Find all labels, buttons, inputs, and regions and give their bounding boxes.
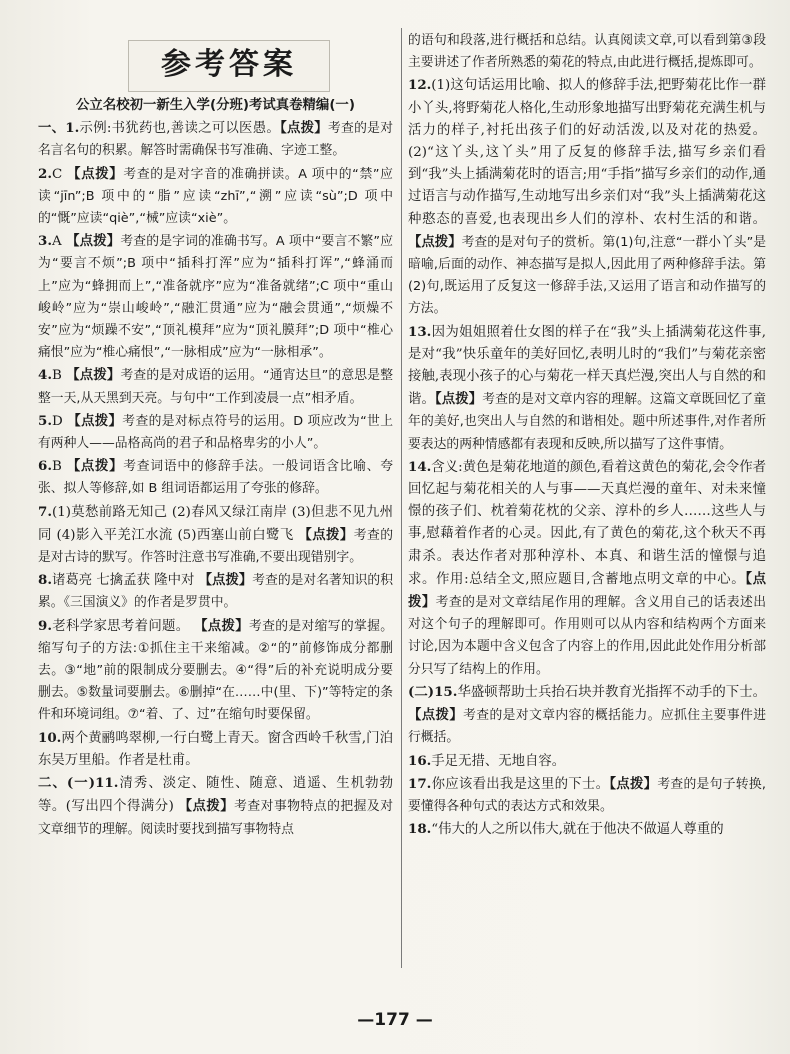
answer-ans: B <box>51 459 67 475</box>
answer-num: 18. <box>408 821 432 838</box>
answer-ans: 两个黄鹂鸣翠柳,一行白鹭上青天。窗含西岭千秋雪,门泊东吴万里船。作者是杜甫。 <box>38 730 393 768</box>
answer-note: 考查的是对文章内容的概括能力。应抓住主要事件进行概括。 <box>408 708 767 746</box>
answer-num: 8. <box>38 572 52 589</box>
answer-tag: 【点拨】 <box>198 572 253 589</box>
answer-note: 考查的是句子转换,要懂得各种句式的表达方式和效果。 <box>408 776 767 814</box>
answer-ans: (1)这句话运用比喻、拟人的修辞手法,把野菊花比作一群小丫头,将野菊花人格化,生动形象地描写出野菊花充满生机与活力的样子,衬托出孩子们的好动活泼,以及对花的热爱。(2)“这丫头,这丫头”用了反复的修辞手法,描写乡亲们看到“我”头上插满菊花时的语言;用“手指”描写乡亲们的动作,通过语言与动作描写,生动地写出乡亲们对“我”头上插满菊花这种憨态的喜爱,也表现出乡人们的淳朴、农村生活的和谐。 <box>408 78 766 227</box>
page-title: 参考答案 <box>128 40 330 92</box>
answer-note: 考查的是对成语的运用。“通宵达旦”的意思是整整一天,从天黑到天亮。与句中“工作到凌晨一点”相矛盾。 <box>38 368 393 406</box>
column-divider <box>401 28 402 968</box>
answer-note: 考查对事物特点的把握及对文章细节的理解。阅读时要找到描写事物特点 <box>38 799 394 837</box>
answer-tag: 【点拨】 <box>194 617 249 634</box>
answer-note: 考查的是对名著知识的积累。《三国演义》的作者是罗贯中。 <box>38 573 393 611</box>
answer-ans: B <box>51 368 67 384</box>
answer-ans: 华盛顿帮助士兵抬石块并教育光指挥不动手的下士。 <box>457 684 767 700</box>
answer-item <box>408 818 766 841</box>
answer-item <box>38 230 393 364</box>
answer-num: 6. <box>38 458 52 475</box>
answer-item <box>408 750 766 773</box>
answer-num: 12. <box>408 77 432 94</box>
answer-item <box>38 455 393 500</box>
answer-num: 9. <box>38 617 52 634</box>
answer-num: 5. <box>38 412 52 429</box>
answer-ans: A <box>51 234 67 250</box>
answer-num: 一、1. <box>38 120 80 137</box>
answer-tag: 【点拨】 <box>435 391 483 408</box>
answer-num: (二)15. <box>408 683 458 700</box>
answer-item <box>38 117 393 162</box>
answer-note: 考查的是对字音的准确拼读。A 项中的“禁”应读“jīn”;B 项中的“脂”应读“zhī”,“溯”应读“sù”;D 项中的“慨”应读“qiè”,“械”应读“xiè”。 <box>38 166 393 227</box>
left-column <box>38 95 393 841</box>
answer-tag: 【点拨】 <box>408 233 462 250</box>
answer-note: 考查的是对缩写的掌握。缩写句子的方法:①抓住主干来缩减。②“的”前修饰成分都删去。③“地”前的限制成分要删去。④“得”后的补充说明成分要删去。⑤数量词要删去。⑥删掉“在……中(里、下)”等特定的条件和环境词组。⑦“着、了、过”在缩句时要保留。 <box>38 618 393 723</box>
answer-tag: 【点拨】 <box>66 367 121 384</box>
answer-num: 2. <box>38 165 52 182</box>
answer-tag: 【点拨】 <box>280 120 328 137</box>
answer-ans: 你应该看出我是这里的下士。 <box>431 776 610 792</box>
answer-ans: 清秀、淡定、随性、随意、逍遥、生机勃勃等。(写出四个得满分) <box>38 776 393 815</box>
answer-note: 考查的是对句子的赏析。第(1)句,注意“一群小丫头”是暗喻,后面的动作、神态描写是拟人,因此用了两种修辞手法。第(2)句,既运用了反复这一修辞手法,又运用了语言和动作描写的方法。 <box>408 234 766 317</box>
answer-ans: 老科学家思考着问题。 <box>51 618 195 634</box>
answer-ans: C <box>51 166 68 182</box>
answer-note: 考查的是对名言名句的积累。解答时需确保书写准确、字迹工整。 <box>38 121 393 159</box>
answer-ans: 诸葛亮 七擒孟获 隆中对 <box>51 573 199 589</box>
answer-note: 的语句和段落,进行概括和总结。认真阅读文章,可以看到第③段主要讲述了作者所熟悉的菊花的特点,由此进行概括,提炼即可。 <box>408 33 766 71</box>
answer-item <box>38 615 393 727</box>
answer-item <box>408 74 766 320</box>
page-number: —177 — <box>357 1010 433 1030</box>
answer-ans: 手足无措、无地自容。 <box>431 753 566 769</box>
answer-tag: 【点拨】 <box>609 775 658 792</box>
answer-tag: 【点拨】 <box>67 165 124 182</box>
answer-note: 考查的是对文章结尾作用的理解。含义用自己的话表述出对这个句子的理解即可。作用则可以从内容和结构两个方面来讨论,因为本题中含义包含了内容上的作用,因此此处作用分析部分只写了结构上的作用。 <box>408 595 767 677</box>
answer-tag: 【点拨】 <box>66 233 121 250</box>
answer-item <box>38 410 393 455</box>
answer-num: 16. <box>408 752 432 769</box>
answer-note: 考查的是对古诗的默写。作答时注意书写准确,不要出现错别字。 <box>38 527 393 566</box>
answer-item <box>38 163 393 231</box>
answer-item <box>38 364 393 409</box>
answer-ans: D <box>51 413 68 429</box>
answer-ans: 因为姐姐照着仕女图的样子在“我”头上插满菊花这件事,是对“我”快乐童年的美好回忆,表明儿时的“我们”与菊花亲密接触,表现小孩子的心与菊花一样天真烂漫,突出人与自然的和谐。 <box>408 324 766 408</box>
answer-ans: “伟大的人之所以伟大,就在于他决不做逼人尊重的 <box>431 822 724 838</box>
answer-tag: 【点拨】 <box>408 707 464 724</box>
answer-num: 17. <box>408 775 432 792</box>
right-column <box>408 30 766 841</box>
answer-note: 考查的是字词的准确书写。A 项中“要言不繁”应为“要言不烦”;B 项中“插科打浑”应为“插科打诨”,“蜂涌而上”应为“蜂拥而上”,“准备就序”应为“准备就绪”;C 项中“重山峻岭”应为“崇山峻岭”,“融汇贯通”应为“融会贯通”,“烦燥不安”应为“烦躁不安”,“顶礼模拜”应为“顶礼膜拜”;D 项中“椎心痛恨”应为“椎心痛恨”,“一脉相成”应为“一脉相承”。 <box>38 234 393 361</box>
answer-tag: 【点拨】 <box>66 458 124 475</box>
answer-tag: 【点拨】 <box>178 798 235 815</box>
answer-note: 考查词语中的修辞手法。一般词语含比喻、夸张、拟人等修辞,如 B 组词语都运用了夸张的修辞。 <box>38 459 393 497</box>
answer-num: 二、(一)11. <box>38 775 119 792</box>
answer-item <box>38 501 393 570</box>
answer-item <box>408 456 766 681</box>
exam-subtitle: 公立名校初一新生入学(分班)考试真卷精编(一) <box>76 98 355 113</box>
answer-item <box>38 569 393 614</box>
answer-ans: 示例:书犹药也,善读之可以医愚。 <box>79 121 281 137</box>
answer-item <box>408 30 766 74</box>
answer-item <box>38 772 393 841</box>
answer-item <box>408 773 766 818</box>
answer-note: 考查的是对文章内容的理解。这篇文章既回忆了童年的美好,也突出人与自然的和谐相处。题中所述事件,对作者所要表达的两种情感都有表现和反映,所以描写了这件事情。 <box>408 392 767 452</box>
answer-item <box>38 727 393 772</box>
answer-note: 考查的是对标点符号的运用。D 项应改为“世上有两种人——品格高尚的君子和品格卑劣的小人”。 <box>38 413 393 452</box>
answer-tag: 【点拨】 <box>298 526 354 543</box>
answer-ans: (1)莫愁前路无知己 (2)春风又绿江南岸 (3)但悲不见九州同 (4)影入平羌江水流 (5)西塞山前白鹭飞 <box>38 504 393 543</box>
answer-num: 13. <box>408 323 432 340</box>
answer-item <box>408 321 766 456</box>
answer-ans: 含义:黄色是菊花地道的颜色,看着这黄色的菊花,会令作者回忆起与菊花相关的人与事——天真烂漫的童年、对未来憧憬的孩子们、枕着菊花枕的父亲、淳朴的乡人……这些人与事,慰藉着作者的心灵。因此,有了黄色的菊花,这个秋天不再肃杀。表达作者对那种淳朴、本真、和谐生活的憧憬与追求。作用:总结全文,照应题目,含蓄地点明文章的中心。 <box>408 459 766 587</box>
answer-item <box>408 681 766 750</box>
answer-num: 7. <box>38 503 52 520</box>
answer-num: 14. <box>408 458 432 475</box>
answer-tag: 【点拨】 <box>67 412 123 429</box>
answer-num: 3. <box>38 233 52 250</box>
answer-tag: 【点拨】 <box>408 570 766 611</box>
answer-num: 4. <box>38 367 52 384</box>
answer-num: 10. <box>38 729 62 746</box>
